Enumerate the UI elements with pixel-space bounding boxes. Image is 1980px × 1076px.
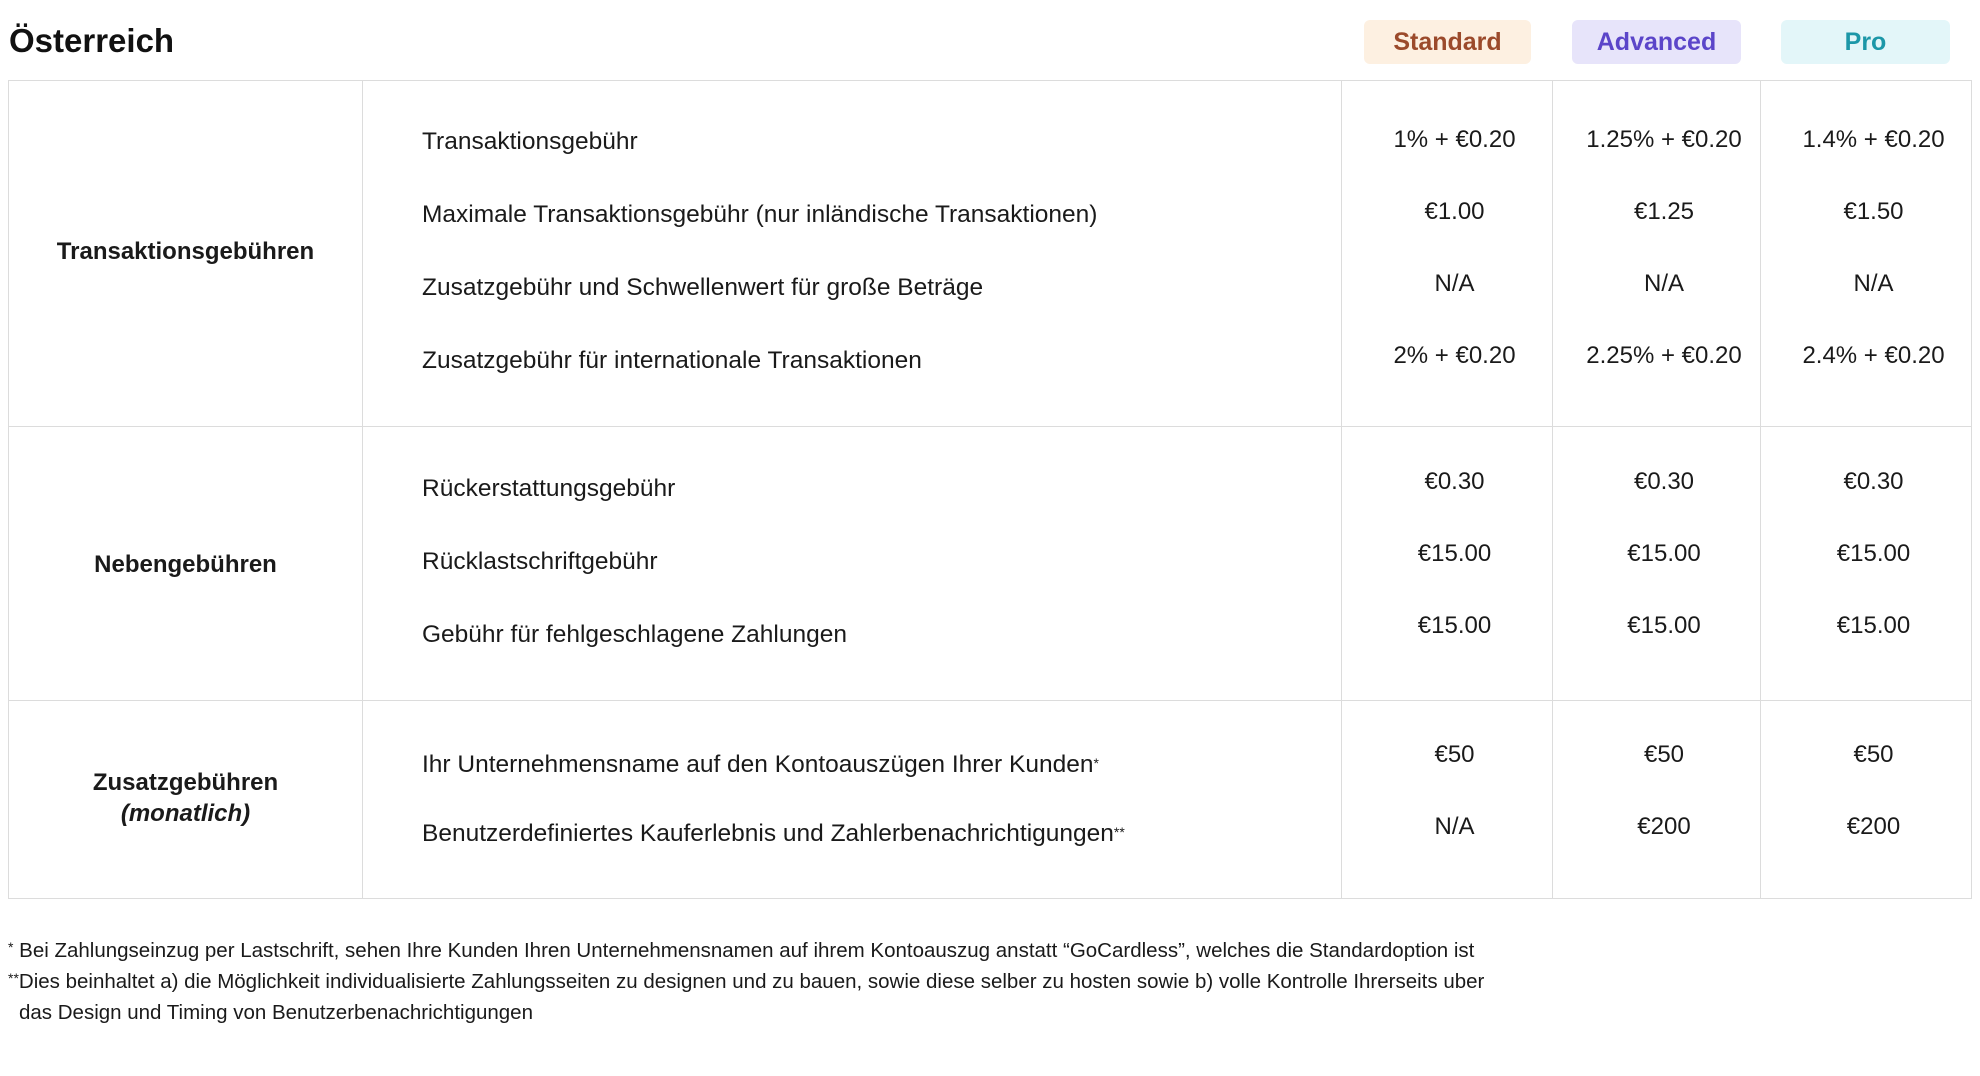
row-label-text: Transaktionsgebühr xyxy=(422,128,638,155)
table-divider xyxy=(1341,81,1342,898)
section-label-text: Nebengebühren xyxy=(94,551,277,578)
pricing-table xyxy=(8,80,1972,899)
row-label xyxy=(422,820,1125,848)
section-label-additional-fees xyxy=(9,767,362,829)
row-label xyxy=(422,347,922,375)
row-label-text: Rückerstattungsgebühr xyxy=(422,475,676,502)
row-label-text: Benutzerdefiniertes Kauferlebnis und Zahlerbenachrichtigungen xyxy=(422,820,1114,847)
table-divider xyxy=(9,426,1971,427)
footnote xyxy=(19,1001,533,1025)
row-label xyxy=(422,751,1099,779)
section-sublabel-text: (monatlich) xyxy=(120,800,251,827)
value-cell: 2.25% + €0.20 xyxy=(1586,342,1742,369)
row-label xyxy=(422,475,675,503)
value-cell: €15.00 xyxy=(1417,612,1492,639)
section-label-transaction-fees xyxy=(9,236,362,267)
row-label xyxy=(422,621,847,649)
value-cell: €15.00 xyxy=(1627,540,1701,567)
value-cell: €0.30 xyxy=(1424,468,1485,495)
plan-badge-standard: Standard xyxy=(1364,20,1531,64)
value-cell: €15.00 xyxy=(1417,540,1492,567)
value-cell: €0.30 xyxy=(1633,468,1695,495)
section-label-text: Transaktionsgebühren xyxy=(56,238,315,265)
section-label-ancillary-fees xyxy=(9,549,362,580)
table-divider xyxy=(9,700,1971,701)
section-label-text: Zusatzgebühren xyxy=(92,769,279,796)
value-cell: €15.00 xyxy=(1836,540,1911,567)
value-cell: N/A xyxy=(1434,813,1475,840)
row-label xyxy=(422,128,638,156)
value-cell: €1.00 xyxy=(1424,198,1485,225)
footnote-text: das Design und Timing von Benutzerbenachrichtigungen xyxy=(19,1001,533,1024)
row-label-text: Gebühr für fehlgeschlagene Zahlungen xyxy=(422,621,847,648)
footnote xyxy=(8,939,1474,963)
row-label-text: Maximale Transaktionsgebühr (nur inländische Transaktionen) xyxy=(422,201,1098,228)
row-label xyxy=(422,201,1097,229)
footnote-mark: ** xyxy=(1113,824,1125,840)
row-label-text: Ihr Unternehmensname auf den Kontoauszügen Ihrer Kunden xyxy=(422,751,1094,778)
value-cell: N/A xyxy=(1434,270,1475,297)
page-title: Österreich xyxy=(9,22,175,59)
row-label-text: Rücklastschriftgebühr xyxy=(422,548,658,575)
value-cell: 2% + €0.20 xyxy=(1393,342,1516,369)
value-cell: €50 xyxy=(1853,741,1894,768)
value-cell: 1% + €0.20 xyxy=(1393,126,1516,153)
row-label xyxy=(422,274,983,302)
value-cell: €1.50 xyxy=(1843,198,1904,225)
footnote-mark: * xyxy=(1093,755,1099,771)
value-cell: €50 xyxy=(1643,741,1685,768)
plan-badge-pro: Pro xyxy=(1781,20,1950,64)
value-cell: €1.25 xyxy=(1633,198,1695,225)
footnote xyxy=(8,970,1484,994)
value-cell: €15.00 xyxy=(1627,612,1701,639)
row-label-text: Zusatzgebühr für internationale Transaktionen xyxy=(422,347,922,374)
table-divider xyxy=(362,81,363,898)
row-label xyxy=(422,548,658,576)
value-cell: €50 xyxy=(1434,741,1475,768)
value-cell: N/A xyxy=(1853,270,1894,297)
value-cell: N/A xyxy=(1643,270,1684,297)
footnote-text: Bei Zahlungseinzug per Lastschrift, sehen Ihre Kunden Ihren Unternehmensnamen auf ihrem Kontoauszug anstatt “GoCardless”, welches die Standardoption ist xyxy=(13,939,1475,962)
plan-badge-advanced: Advanced xyxy=(1572,20,1741,64)
value-cell: €200 xyxy=(1846,813,1901,840)
value-cell: €200 xyxy=(1637,813,1691,840)
value-cell: 1.25% + €0.20 xyxy=(1586,126,1742,153)
footnote-mark: * xyxy=(8,939,14,955)
footnote-text: Dies beinhaltet a) die Möglichkeit individualisierte Zahlungsseiten zu designen und zu bauen, sowie diese selber zu hosten sowie b) volle Kontrolle Ihrerseits uber xyxy=(18,970,1485,993)
value-cell: €15.00 xyxy=(1836,612,1911,639)
value-cell: 2.4% + €0.20 xyxy=(1802,342,1945,369)
value-cell: €0.30 xyxy=(1843,468,1904,495)
footnote-mark: ** xyxy=(8,970,19,986)
value-cell: 1.4% + €0.20 xyxy=(1802,126,1945,153)
row-label-text: Zusatzgebühr und Schwellenwert für große Beträge xyxy=(422,274,984,301)
